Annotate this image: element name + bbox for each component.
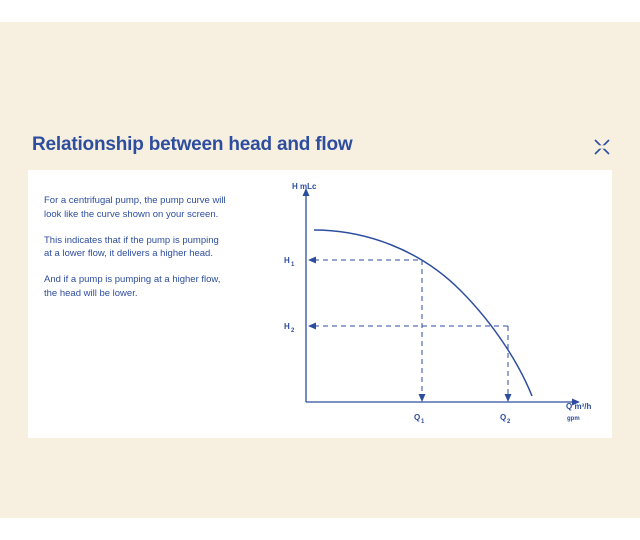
pump-curve-chart (270, 180, 600, 432)
y-axis-label: H mLc (292, 182, 317, 191)
q1-label-sub: 1 (421, 419, 425, 425)
slide-background (0, 22, 640, 518)
paragraph-3: And if a pump is pumping at a higher flow, the head will be lower. (44, 274, 221, 299)
scissors-icon (592, 137, 612, 157)
page-title: Relationship between head and flow (32, 134, 353, 155)
x-axis-label: Q m³/h (566, 402, 592, 411)
h2-arrow (308, 323, 316, 330)
h1-label: H (284, 256, 290, 265)
paragraph-1: For a centrifugal pump, the pump curve will look like the curve shown on your screen. (44, 195, 226, 220)
q2-label-sub: 2 (507, 419, 511, 425)
q2-label: Q (500, 413, 507, 422)
q2-arrow (505, 394, 512, 402)
h2-label-sub: 2 (291, 328, 295, 334)
description-text (44, 194, 226, 301)
h2-label: H (284, 322, 290, 331)
h1-label-sub: 1 (291, 262, 295, 268)
paragraph-2: This indicates that if the pump is pumping at a lower flow, it delivers a higher head. (44, 234, 219, 260)
q1-arrow (419, 394, 426, 402)
pump-curve-line (314, 230, 532, 396)
h1-arrow (308, 257, 316, 264)
x-axis-sublabel: gpm (567, 416, 580, 422)
q1-label: Q (414, 413, 421, 422)
